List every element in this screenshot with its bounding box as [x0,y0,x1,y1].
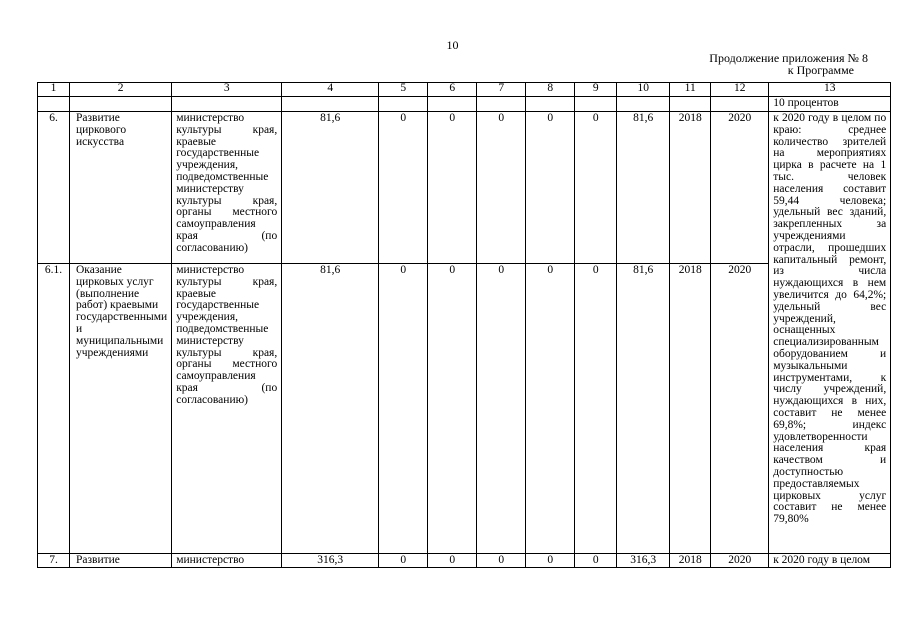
amount-cell: 0 [428,554,477,568]
amount-cell: 0 [526,554,575,568]
amount-total: 81,6 [282,264,379,554]
result-cell: 10 процентов [769,97,891,112]
amount-total: 316,3 [282,554,379,568]
amount-total: 81,6 [282,112,379,264]
header-cell: 4 [282,83,379,97]
amount-cell: 0 [477,112,526,264]
table-row [38,97,891,112]
amount-cell: 0 [526,112,575,264]
amount-cell: 0 [477,264,526,554]
executor: министерство [172,554,282,568]
executor: министерство культуры края, краевые государственные учреждения, подведомственные министерству культуры края, органы местного самоуправления края (по согласованию) [172,264,282,554]
start-year: 2018 [670,554,711,568]
header-cell: 6 [428,83,477,97]
end-year: 2020 [711,264,769,554]
header-cell: 1 [38,83,70,97]
expected-result: к 2020 году в целом по краю: среднее количество зрителей на мероприятиях цирка в расчете на 1 тыс. человек населения составит 59,44 человека; удельный вес зданий, закрепленных за учреждениями отрасли, прошедших капитальный ремонт, из числа нуждающихся в нем увеличится до 64,2%; удельный вес учреждений, оснащенных специализированным оборудованием и музыкальными инструментами, к числу учреждений, нуждающихся в них, составит не менее 69,8%; индекс удовлетворенности населения края качеством и доступностью предоставляемых цирковых услуг составит не менее 79,80% [769,112,891,554]
header-cell: 7 [477,83,526,97]
header-cell: 10 [617,83,670,97]
amount-cell: 81,6 [617,112,670,264]
page-number: 10 [446,38,459,52]
amount-cell: 0 [428,264,477,554]
amount-cell: 0 [379,264,428,554]
start-year: 2018 [670,264,711,554]
start-year: 2018 [670,112,711,264]
amount-cell: 0 [379,554,428,568]
amount-cell: 0 [575,112,617,264]
amount-cell: 0 [575,554,617,568]
amount-cell: 0 [526,264,575,554]
header-cell: 2 [70,83,172,97]
end-year: 2020 [711,554,769,568]
measure-name: Оказание цирковых услуг (выполнение работ) краевыми государственными и муниципальными учреждениями [70,264,172,554]
table-row [38,554,891,568]
header-cell: 11 [670,83,711,97]
table-row [38,264,891,554]
header-cell: 8 [526,83,575,97]
header-row [38,83,891,97]
row-number: 7. [38,554,70,568]
caption-line2: к Программе [787,63,854,77]
end-year: 2020 [711,112,769,264]
executor: министерство культуры края, краевые государственные учреждения, подведомственные министерству культуры края, органы местного самоуправления края (по согласованию) [172,112,282,264]
header-cell: 5 [379,83,428,97]
header-cell: 12 [711,83,769,97]
row-number: 6.1. [38,264,70,554]
amount-cell: 0 [575,264,617,554]
measure-name: Развитие [70,554,172,568]
amount-cell: 0 [477,554,526,568]
program-table [37,82,891,568]
amount-cell: 316,3 [617,554,670,568]
table-row [38,112,891,264]
caption-line1: Продолжение приложения № 8 [709,51,868,65]
amount-cell: 0 [379,112,428,264]
header-cell: 13 [769,83,891,97]
header-cell: 3 [172,83,282,97]
row-number: 6. [38,112,70,264]
expected-result: к 2020 году в целом [769,554,891,568]
amount-cell: 0 [428,112,477,264]
measure-name: Развитие циркового искусства [70,112,172,264]
amount-cell: 81,6 [617,264,670,554]
header-cell: 9 [575,83,617,97]
appendix-caption [709,52,868,76]
